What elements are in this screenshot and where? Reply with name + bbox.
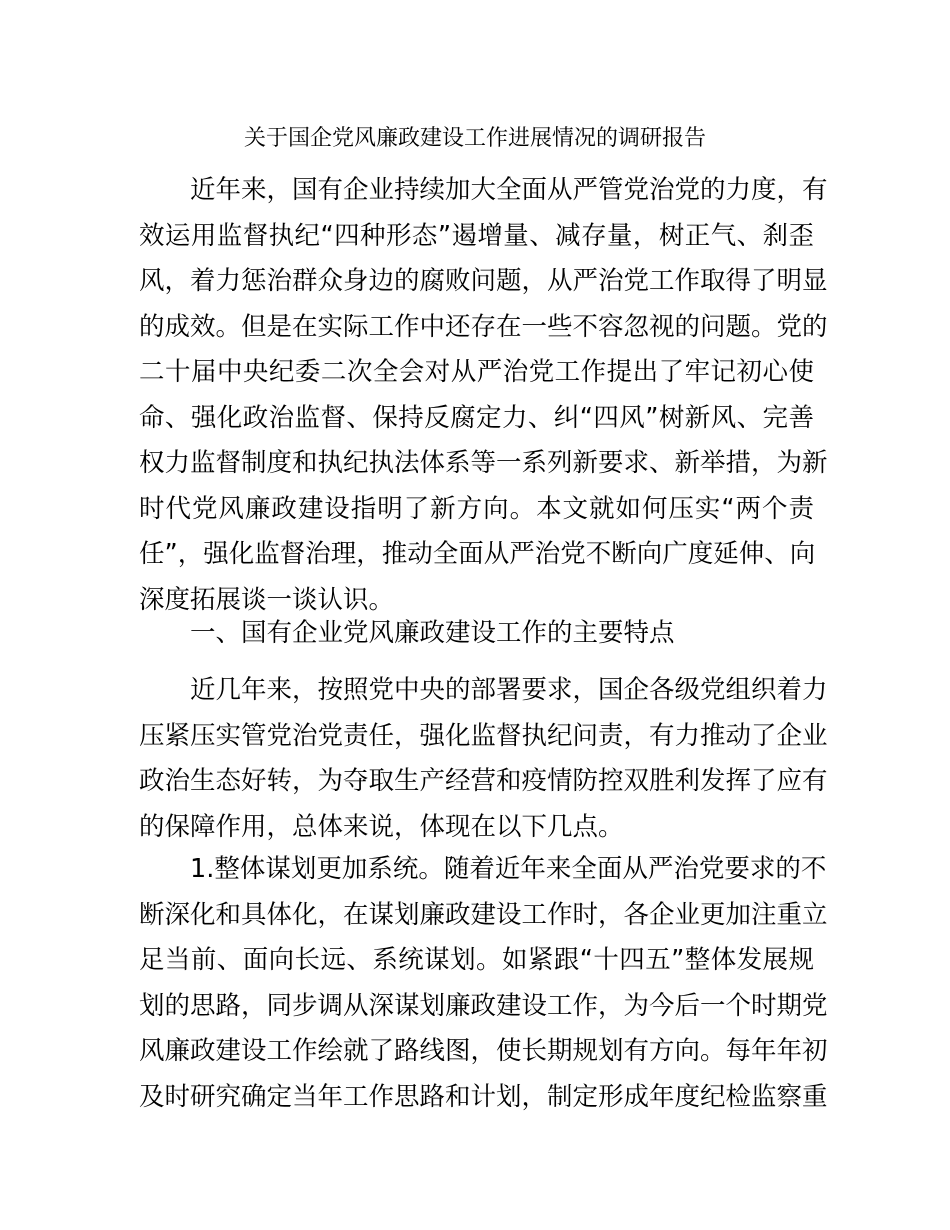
text-line: 二十届中央纪委二次全会对从严治党工作提出了牢记初心使 [139, 357, 814, 387]
text-line: 压紧压实管党治党责任，强化监督执纪问责，有力推动了企业 [139, 720, 828, 751]
text-line: 断深化和具体化，在谋划廉政建设工作时，各企业更加注重立 [139, 899, 828, 930]
text-line: 近年来，国有企业持续加大全面从严管党治党的力度，有 [190, 175, 828, 205]
text-line: 近几年来，按照党中央的部署要求，国企各级党组织着力 [190, 675, 828, 705]
text-line: 及时研究确定当年工作思路和计划，制定形成年度纪检监察重 [139, 1081, 828, 1112]
text-line: 风廉政建设工作绘就了路线图，使长期规划有方向。每年年初 [139, 1036, 828, 1066]
text-line: 划的思路，同步调从深谋划廉政建设工作，为今后一个时期党 [139, 990, 828, 1021]
text-line: 命、强化政治监督、保持反腐定力、纠“四风”树新风、完善 [139, 402, 814, 433]
paragraph-features [139, 668, 828, 850]
paragraph-planning [139, 847, 828, 1120]
section-heading [139, 611, 814, 657]
text-line: 任”，强化监督治理，推动全面从严治党不断向广度延伸、向 [139, 539, 816, 569]
text-line: 权力监督制度和执纪执法体系等一系列新要求、新举措，为新 [139, 448, 828, 478]
text-line: 时代党风廉政建设指明了新方向。本文就如何压实“两个责 [139, 493, 814, 524]
text-line: 1.整体谋划更加系统。随着近年来全面从严治党要求的不 [190, 854, 827, 884]
section-heading-text: 一、国有企业党风廉政建设工作的主要特点 [190, 618, 675, 648]
text-line: 政治生态好转，为夺取生产经营和疫情防控双胜利发挥了应有 [139, 766, 828, 796]
text-line: 的保障作用，总体来说，体现在以下几点。 [139, 811, 624, 842]
text-line: 的成效。但是在实际工作中还存在一些不容忽视的问题。党的 [139, 311, 828, 342]
paragraph-intro [139, 168, 828, 623]
text-line: 风，着力惩治群众身边的腐败问题，从严治党工作取得了明显 [139, 266, 828, 296]
text-line: 效运用监督执纪“四种形态”遏增量、减存量，树正气、刹歪 [139, 220, 814, 251]
text-line: 深度拓展谈一谈认识。 [139, 584, 395, 615]
document-title: 关于国企党风廉政建设工作进展情况的调研报告 [243, 126, 706, 151]
text-line: 足当前、面向长远、系统谋划。如紧跟“十四五”整体发展规 [139, 945, 814, 975]
